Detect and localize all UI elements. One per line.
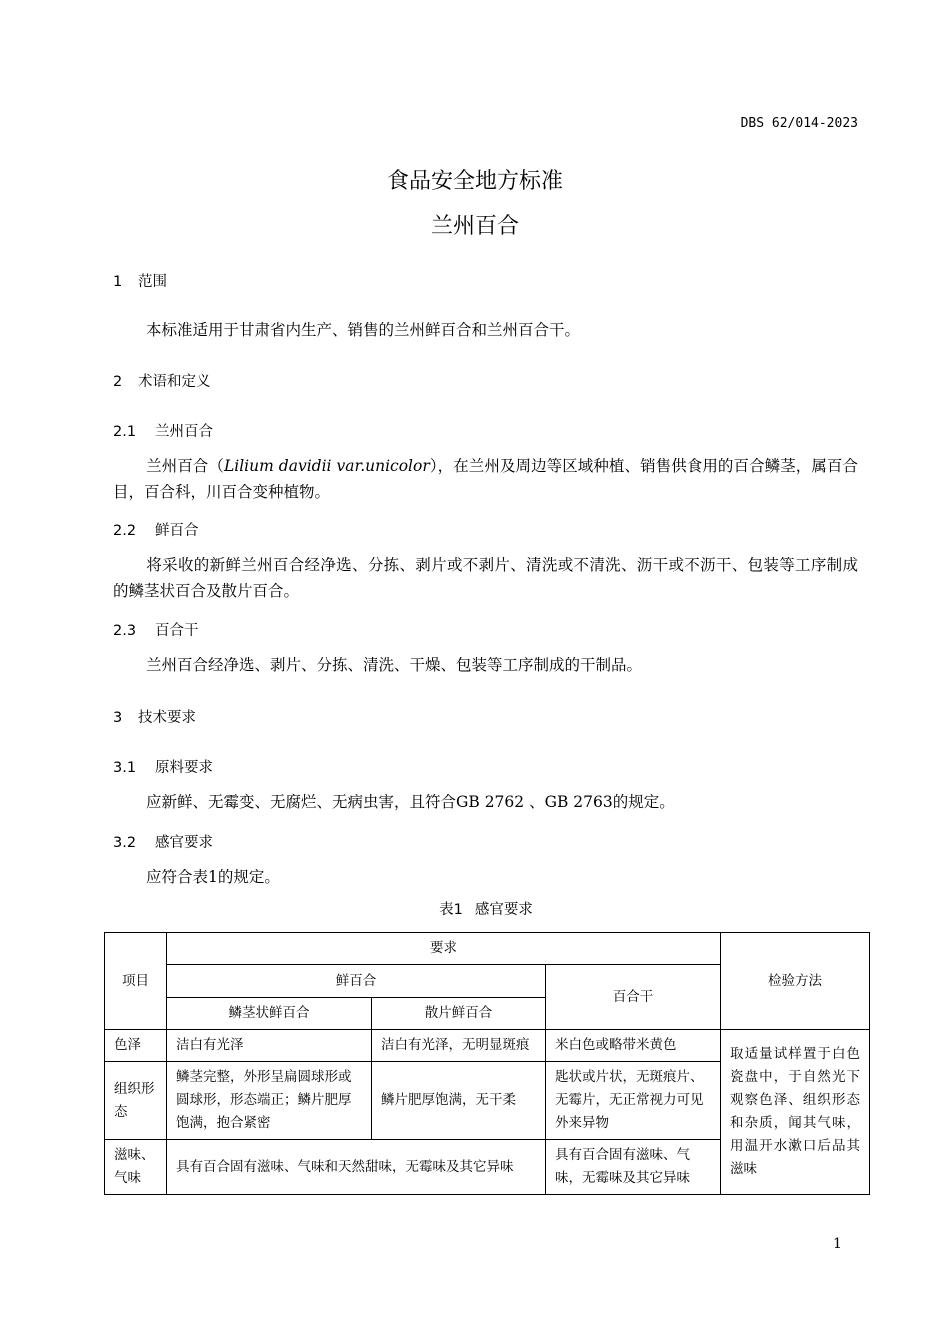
section-2-heading: [113, 370, 211, 391]
header-dried: 百合干: [546, 965, 721, 1030]
section-2-3-heading: [113, 619, 199, 640]
section-number: 2: [113, 374, 123, 390]
sensory-requirements-table: [104, 932, 870, 1195]
section-number: 2.2: [113, 523, 137, 539]
row-item: 组织形态: [105, 1062, 167, 1140]
section-title: 原料要求: [155, 760, 213, 776]
header-method: 检验方法: [721, 933, 870, 1030]
header-fresh: 鲜百合: [167, 965, 546, 998]
document-title: 食品安全地方标准: [386, 169, 563, 194]
table-row: [105, 1030, 870, 1062]
section-3-2-paragraph: 应符合表1的规定。: [146, 868, 280, 886]
method-cell: 取适量试样置于白色瓷盘中，于自然光下观察色泽、组织形态和杂质，闻其气味，用温开水漱口后品其滋味: [721, 1030, 870, 1195]
section-title: 百合干: [155, 623, 199, 639]
row-loose: 鳞片肥厚饱满，无干柔: [372, 1062, 546, 1140]
row-item: 色泽: [105, 1030, 167, 1062]
table-caption: 表1 感官要求: [439, 902, 533, 918]
section-title: 技术要求: [138, 710, 196, 726]
page-number: 1: [833, 1236, 842, 1252]
row-dried: 米白色或略带米黄色: [546, 1030, 721, 1062]
section-3-2-heading: [113, 831, 213, 852]
section-title: 术语和定义: [138, 374, 211, 390]
section-number: 3.2: [113, 835, 137, 851]
section-number: 3: [113, 710, 123, 726]
header-bulb-fresh: 鳞茎状鲜百合: [167, 998, 372, 1030]
document-subtitle: 兰州百合: [430, 214, 519, 239]
section-number: 2.3: [113, 623, 137, 639]
row-bulb: 洁白有光泽: [167, 1030, 372, 1062]
section-title: 兰州百合: [155, 424, 213, 440]
header-loose-fresh: 散片鲜百合: [372, 998, 546, 1030]
section-2-1-paragraph: 兰州百合（Lilium davidii var.unicolor），在兰州及周边等区域种植、销售供食用的百合鳞茎，属百合目，百合科，川百合变种植物。: [113, 457, 858, 501]
standard-code: DBS 62/014-2023: [740, 116, 858, 131]
row-dried: 具有百合固有滋味、气味，无霉味及其它异味: [546, 1140, 721, 1195]
section-number: 3.1: [113, 760, 137, 776]
row-bulb: 鳞茎完整，外形呈扁圆球形或圆球形，形态端正；鳞片肥厚饱满，抱合紧密: [167, 1062, 372, 1140]
section-2-2-heading: [113, 519, 199, 540]
section-1-paragraph: 本标准适用于甘肃省内生产、销售的兰州鲜百合和兰州百合干。: [146, 321, 581, 339]
section-title: 范围: [138, 274, 167, 290]
section-title: 感官要求: [155, 835, 213, 851]
section-3-1-paragraph: 应新鲜、无霉变、无腐烂、无病虫害，且符合GB 2762 、GB 2763的规定。: [146, 793, 675, 811]
section-2-2-paragraph: 将采收的新鲜兰州百合经净选、分拣、剥片或不剥片、清洗或不清洗、沥干或不沥干、包装等工序制成的鳞茎状百合及散片百合。: [113, 556, 858, 600]
row-dried: 匙状或片状，无斑痕片、无霉片，无正常视力可见外来异物: [546, 1062, 721, 1140]
section-title: 鲜百合: [155, 523, 199, 539]
table-header-row: [105, 933, 870, 965]
header-requirement: 要求: [167, 933, 721, 965]
section-2-1-heading: [113, 420, 213, 441]
row-item: 滋味、气味: [105, 1140, 167, 1195]
header-item: 项目: [105, 933, 167, 1030]
section-number: 1: [113, 274, 123, 290]
section-number: 2.1: [113, 424, 137, 440]
section-3-heading: [113, 706, 196, 727]
latin-name: Lilium davidii var.unicolor: [223, 457, 430, 475]
row-fresh-merged: 具有百合固有滋味、气味和天然甜味，无霉味及其它异味: [167, 1140, 546, 1195]
section-1-heading: [113, 270, 167, 291]
section-3-1-heading: [113, 756, 213, 777]
section-2-3-paragraph: 兰州百合经净选、剥片、分拣、清洗、干燥、包装等工序制成的干制品。: [146, 656, 643, 674]
row-loose: 洁白有光泽，无明显斑痕: [372, 1030, 546, 1062]
